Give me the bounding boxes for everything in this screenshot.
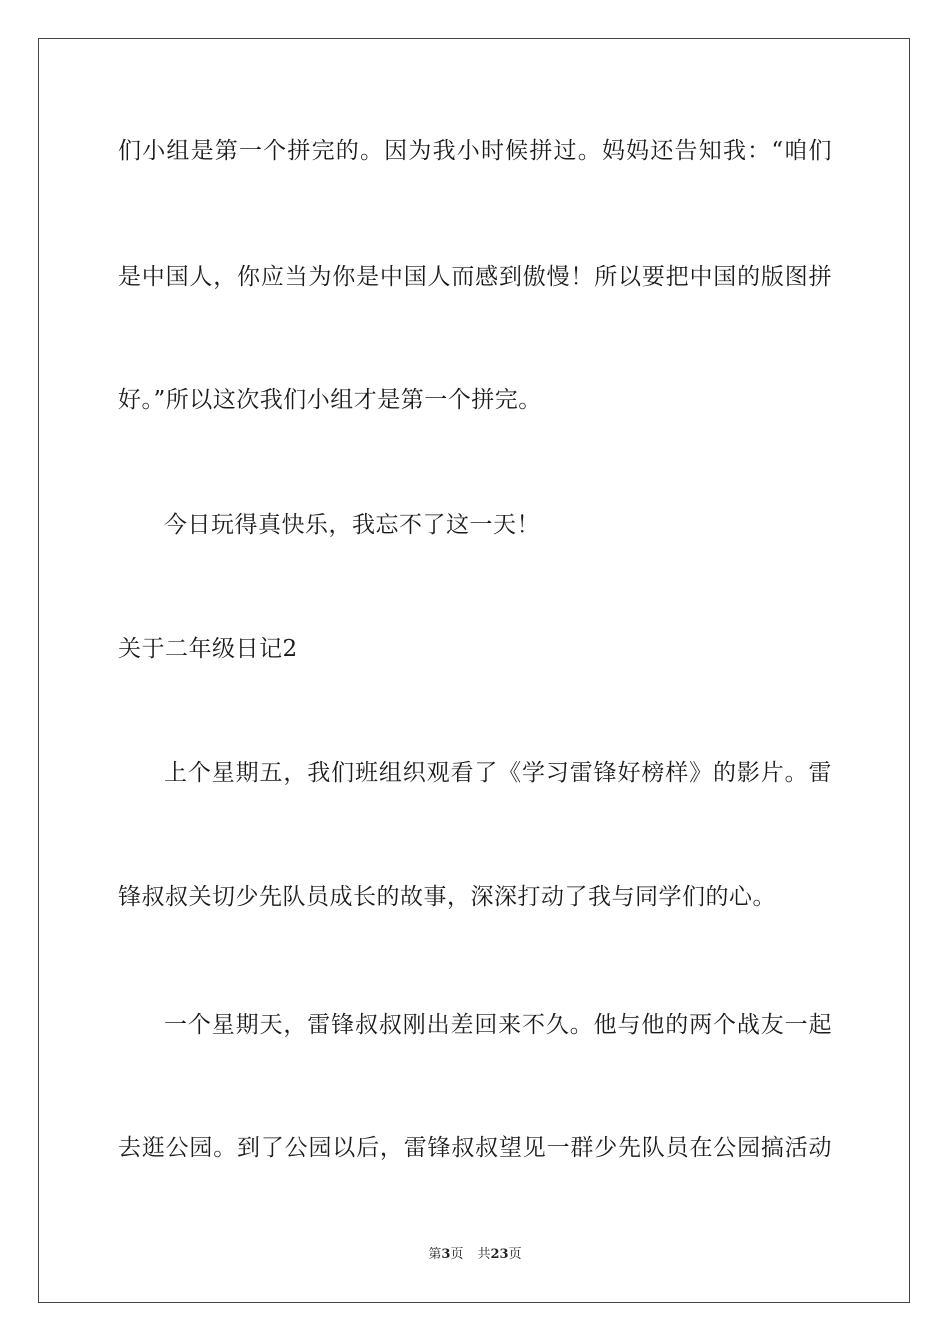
body-text-line: 们小组是第一个拼完的。因为我小时候拼过。妈妈还告知我：“咱们	[118, 138, 832, 164]
page-number: 3	[441, 1247, 451, 1262]
body-text-line: 锋叔叔关切少先队员成长的故事，深深打动了我与同学们的心。	[118, 884, 776, 910]
page-label-suffix: 页	[450, 1247, 464, 1262]
body-text-line: 去逛公园。到了公园以后，雷锋叔叔望见一群少先队员在公园搞活动	[118, 1135, 832, 1161]
body-text-line: 今日玩得真快乐，我忘不了这一天！	[164, 512, 540, 538]
total-label-prefix: 共	[477, 1247, 491, 1262]
page-label-prefix: 第	[428, 1247, 442, 1262]
total-label-suffix: 页	[508, 1247, 522, 1262]
total-pages: 23	[490, 1247, 509, 1262]
page-border	[38, 38, 910, 1303]
body-text-line: 好。”所以这次我们小组才是第一个拼完。	[118, 387, 542, 413]
body-text-line: 上个星期五，我们班组织观看了《学习雷锋好榜样》的影片。雷	[164, 760, 832, 786]
page-footer	[0, 1246, 950, 1264]
section-heading: 关于二年级日记2	[118, 636, 298, 662]
body-text-line: 一个星期天，雷锋叔叔刚出差回来不久。他与他的两个战友一起	[164, 1012, 832, 1038]
body-text-line: 是中国人，你应当为你是中国人而感到傲慢！所以要把中国的版图拼	[118, 264, 832, 290]
